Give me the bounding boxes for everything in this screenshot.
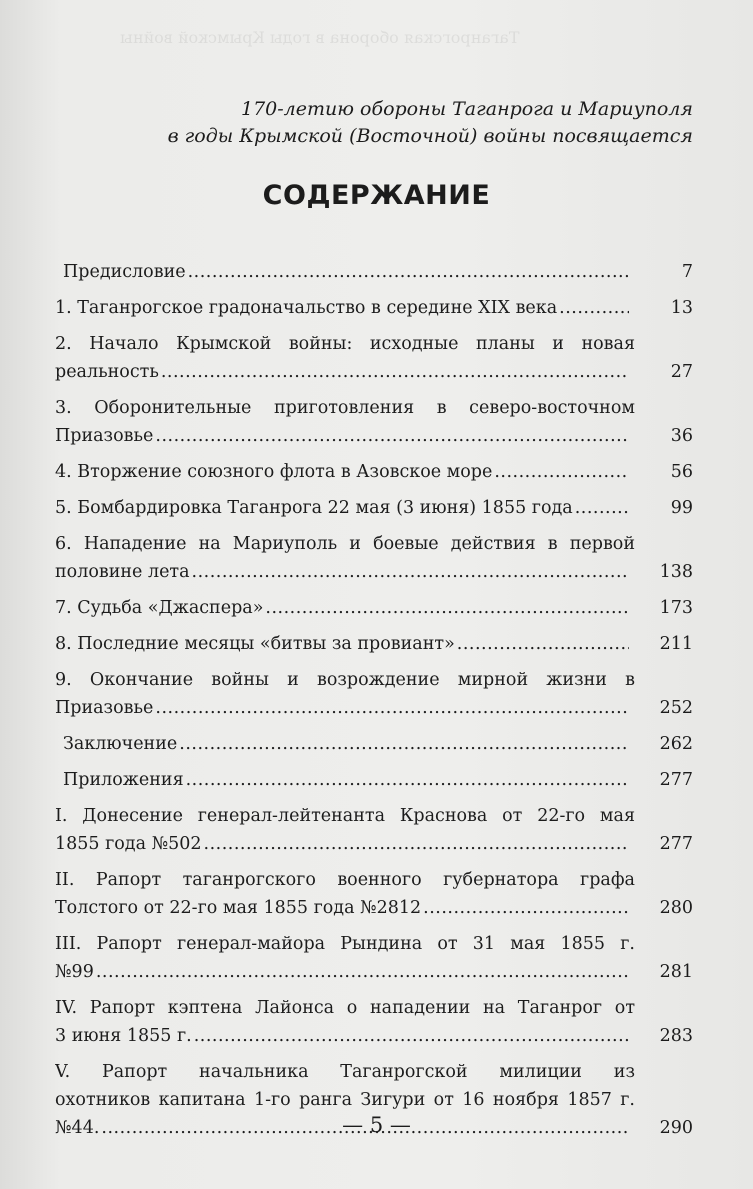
toc-entry-line: Заключение [63,734,178,754]
page-number: — 5 — [342,1113,411,1137]
toc-page-number: 262 [659,734,693,754]
toc-entry [55,766,693,794]
toc-entry-line: IV. Рапорт кэптена Лайонса о нападении на Таганрог от [55,998,635,1018]
toc-entry [55,394,693,450]
toc-page-number: 277 [659,834,693,854]
toc-page-number: 252 [659,698,693,718]
dot-leader [423,894,629,922]
toc-entry [55,494,693,522]
dot-leader [179,730,629,758]
toc-entry-title [55,294,635,322]
toc-entry-line: 2. Начало Крымской войны: исходные планы и новая [55,334,635,354]
toc-entry-title [55,930,635,986]
toc-entry-title [55,458,635,486]
toc-entry-line: III. Рапорт генерал-майора Рындина от 31 мая 1855 г. [55,934,635,954]
toc-entry [55,530,693,586]
dot-leader [161,358,629,386]
toc-page-number: 13 [670,298,693,318]
toc-entry-line: №44. [55,1118,100,1138]
toc-entry-line: 1. Таганрогское градоначальство в середине XIX века [55,298,558,318]
contents-heading: СОДЕРЖАНИЕ [262,180,491,211]
toc-page-number: 211 [659,634,693,654]
toc-entry [55,994,693,1050]
toc-page-number: 290 [659,1118,693,1138]
toc-entry [55,866,693,922]
dot-leader [188,258,629,286]
toc-entry-line: Приазовье [55,698,154,718]
toc-entry [55,730,693,758]
toc-entry-title [55,594,635,622]
dot-leader [194,1022,629,1050]
toc-entry-line: V. Рапорт начальника Таганрогской милиции из [55,1062,635,1082]
dot-leader [96,958,629,986]
toc-entry-line: 8. Последние месяцы «битвы за провиант» [55,634,455,654]
toc-entry [55,630,693,658]
toc-entry-line: 1855 года №502 [55,834,202,854]
toc-entry-line: Приазовье [55,426,154,446]
toc-entry [55,294,693,322]
toc-entry-line: Предисловие [63,262,186,282]
toc-page-number: 283 [659,1026,693,1046]
toc-entry-title [55,258,635,286]
toc-entry [55,930,693,986]
toc-entry [55,802,693,858]
toc-entry-line: реальность [55,362,159,382]
toc-page-number: 277 [659,770,693,790]
dot-leader [494,458,629,486]
dot-leader [192,558,629,586]
toc-entry-line: 6. Нападение на Мариуполь и боевые действия в первой [55,534,635,554]
toc-entry-title [55,666,635,722]
toc-entry-line: I. Донесение генерал-лейтенанта Краснова от 22-го мая [55,806,635,826]
toc-entry [55,330,693,386]
dot-leader [186,766,629,794]
bleed-through-text: Таганрогская оборона в годы Крымской войны [120,28,520,47]
dot-leader [204,830,629,858]
toc-entry-title [55,866,635,922]
table-of-contents [55,258,693,1150]
toc-page-number: 138 [659,562,693,582]
dot-leader [155,694,629,722]
dedication-line-2: в годы Крымской (Восточной) войны посвящается [167,125,693,147]
toc-page-number: 36 [670,426,693,446]
toc-entry [55,258,693,286]
toc-page-number: 27 [670,362,693,382]
toc-entry-title [55,766,635,794]
toc-entry [55,666,693,722]
toc-entry-line: Толстого от 22-го мая 1855 года №2812 [55,898,422,918]
toc-entry-title [55,802,635,858]
toc-entry-line: 7. Судьба «Джаспера» [55,598,264,618]
toc-page-number: 173 [659,598,693,618]
toc-page-number: 56 [670,462,693,482]
dedication [93,96,693,150]
dot-leader [265,594,629,622]
toc-entry [55,458,693,486]
toc-entry-line: II. Рапорт таганрогского военного губернатора графа [55,870,635,890]
toc-page-number: 281 [659,962,693,982]
dot-leader [575,494,629,522]
toc-entry-line: 5. Бомбардировка Таганрога 22 мая (3 июня) 1855 года [55,498,573,518]
toc-entry-title [55,630,635,658]
toc-entry-line: 9. Окончание войны и возрождение мирной жизни в [55,670,635,690]
toc-entry-line: 4. Вторжение союзного флота в Азовское море [55,462,493,482]
toc-entry-title [55,994,635,1050]
toc-entry-line: охотников капитана 1-го ранга Зигури от 16 ноября 1857 г. [55,1090,635,1110]
toc-entry-title [55,394,635,450]
toc-entry-title [55,330,635,386]
toc-entry-line: Приложения [63,770,184,790]
toc-entry [55,594,693,622]
toc-page-number: 99 [670,498,693,518]
toc-entry-line: 3. Оборонительные приготовления в северо-восточном [55,398,635,418]
toc-entry-title [55,530,635,586]
toc-page-number: 7 [681,262,693,282]
toc-entry-line: №99 [55,962,94,982]
dot-leader [155,422,629,450]
toc-page-number: 280 [659,898,693,918]
toc-entry-line: 3 июня 1855 г. [55,1026,192,1046]
dot-leader [559,294,629,322]
toc-entry-title [55,730,635,758]
dedication-line-1: 170-летию обороны Таганрога и Мариуполя [240,98,693,120]
dot-leader [457,630,629,658]
toc-entry-title [55,494,635,522]
toc-entry-line: половине лета [55,562,190,582]
